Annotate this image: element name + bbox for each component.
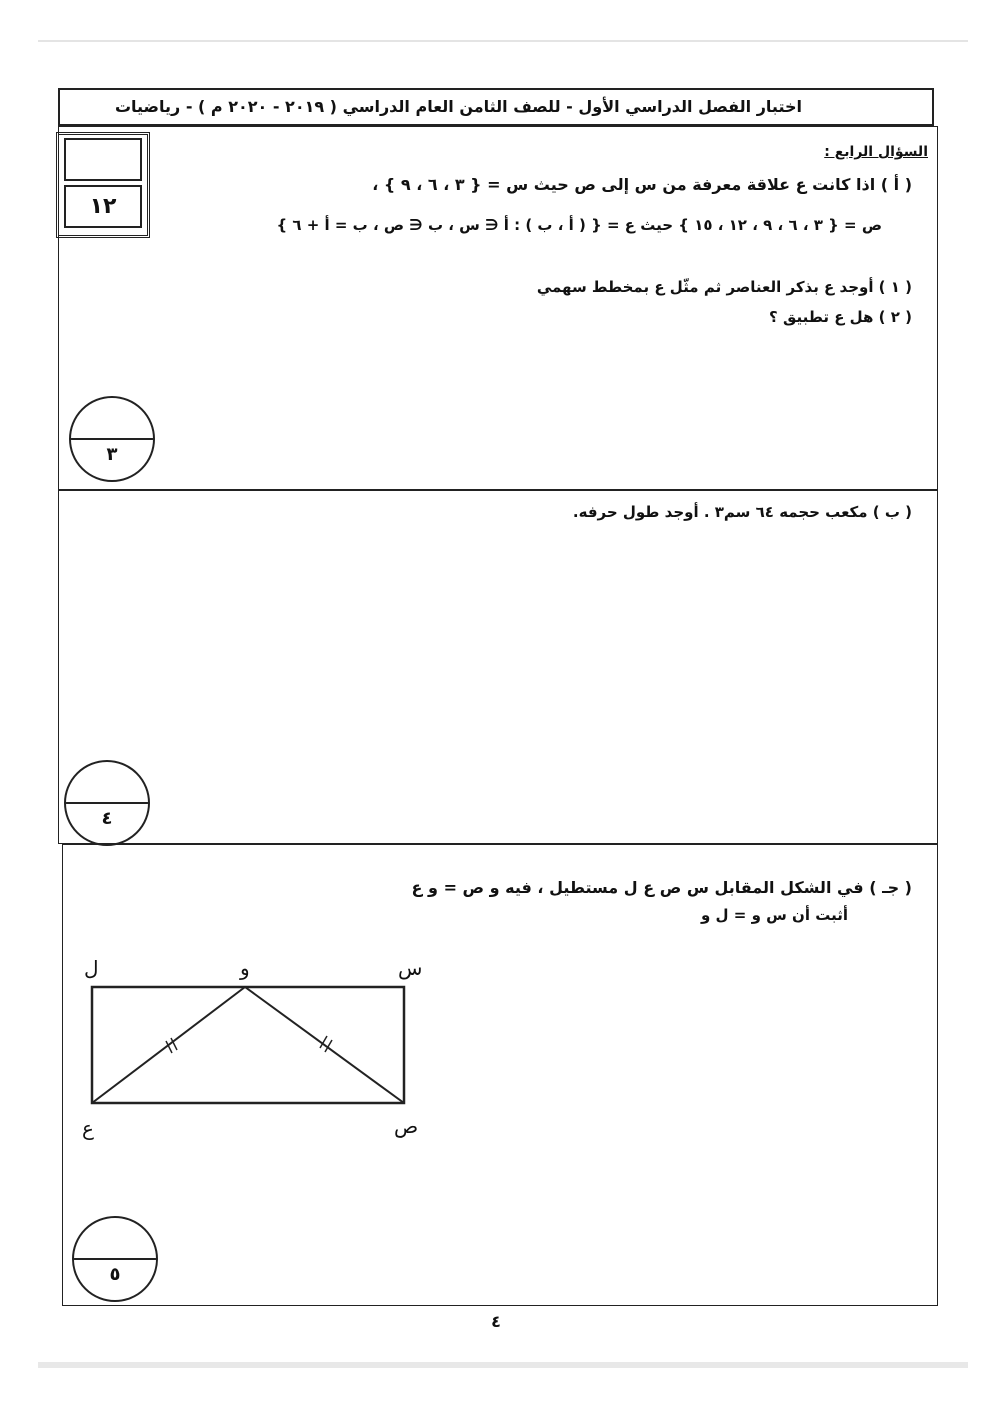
part-a-item1: ( ١ ) أوجد ع بذكر العناصر ثم مثّل ع بمخطط سهمي	[536, 278, 912, 296]
page-number: ٤	[491, 1312, 501, 1331]
part-a-mark: ٣	[106, 444, 118, 465]
part-c-line2: أثبت أن س و = ل و	[701, 906, 848, 924]
question-heading: السؤال الرابع :	[824, 144, 928, 160]
total-score-box	[56, 132, 150, 238]
mark-circle-a	[69, 396, 155, 482]
part-a-line2: ص = { ٣ ، ٦ ، ٩ ، ١٢ ، ١٥ } حيث ع = { ( أ ، ب ) : أ ∈ س ، ب ∈ ص ، ب = أ + ٦ }	[276, 216, 882, 234]
part-b-text: ( ب ) مكعب حجمه ٦٤ سم٣ . أوجد طول حرفه.	[572, 503, 912, 521]
total-score: ١٢	[64, 185, 142, 228]
part-c-mark: ٥	[109, 1264, 121, 1285]
part-a-line1: ( أ ) اذا كانت ع علاقة معرفة من س إلى ص حيث س = { ٣ ، ٦ ، ٩ } ،	[372, 175, 912, 194]
rectangle-s-sad-ain-l	[92, 987, 404, 1103]
mark-circle-c	[72, 1216, 158, 1302]
exam-title: اختبار الفصل الدراسي الأول - للصف الثامن العام الدراسي ( ٢٠١٩ - ٢٠٢٠ م ) - رياضيات	[114, 97, 802, 116]
mark-circle-b	[64, 760, 150, 846]
part-a-item2: ( ٢ ) هل ع تطبيق ؟	[769, 308, 912, 326]
segment-w-sad	[245, 987, 404, 1103]
section-b-frame	[58, 490, 938, 844]
label-s: س	[398, 956, 423, 980]
exam-header	[58, 88, 934, 126]
score-empty-cell[interactable]	[64, 138, 142, 181]
rectangle-figure	[80, 975, 420, 1115]
label-sad: ص	[394, 1114, 419, 1138]
label-ain: ع	[82, 1116, 94, 1140]
label-l: ل	[84, 956, 99, 980]
part-b-mark: ٤	[101, 808, 113, 829]
label-w: و	[240, 956, 250, 980]
part-c-line1: ( جـ ) في الشكل المقابل س ص ع ل مستطيل ، فيه و ص = و ع	[411, 878, 912, 897]
